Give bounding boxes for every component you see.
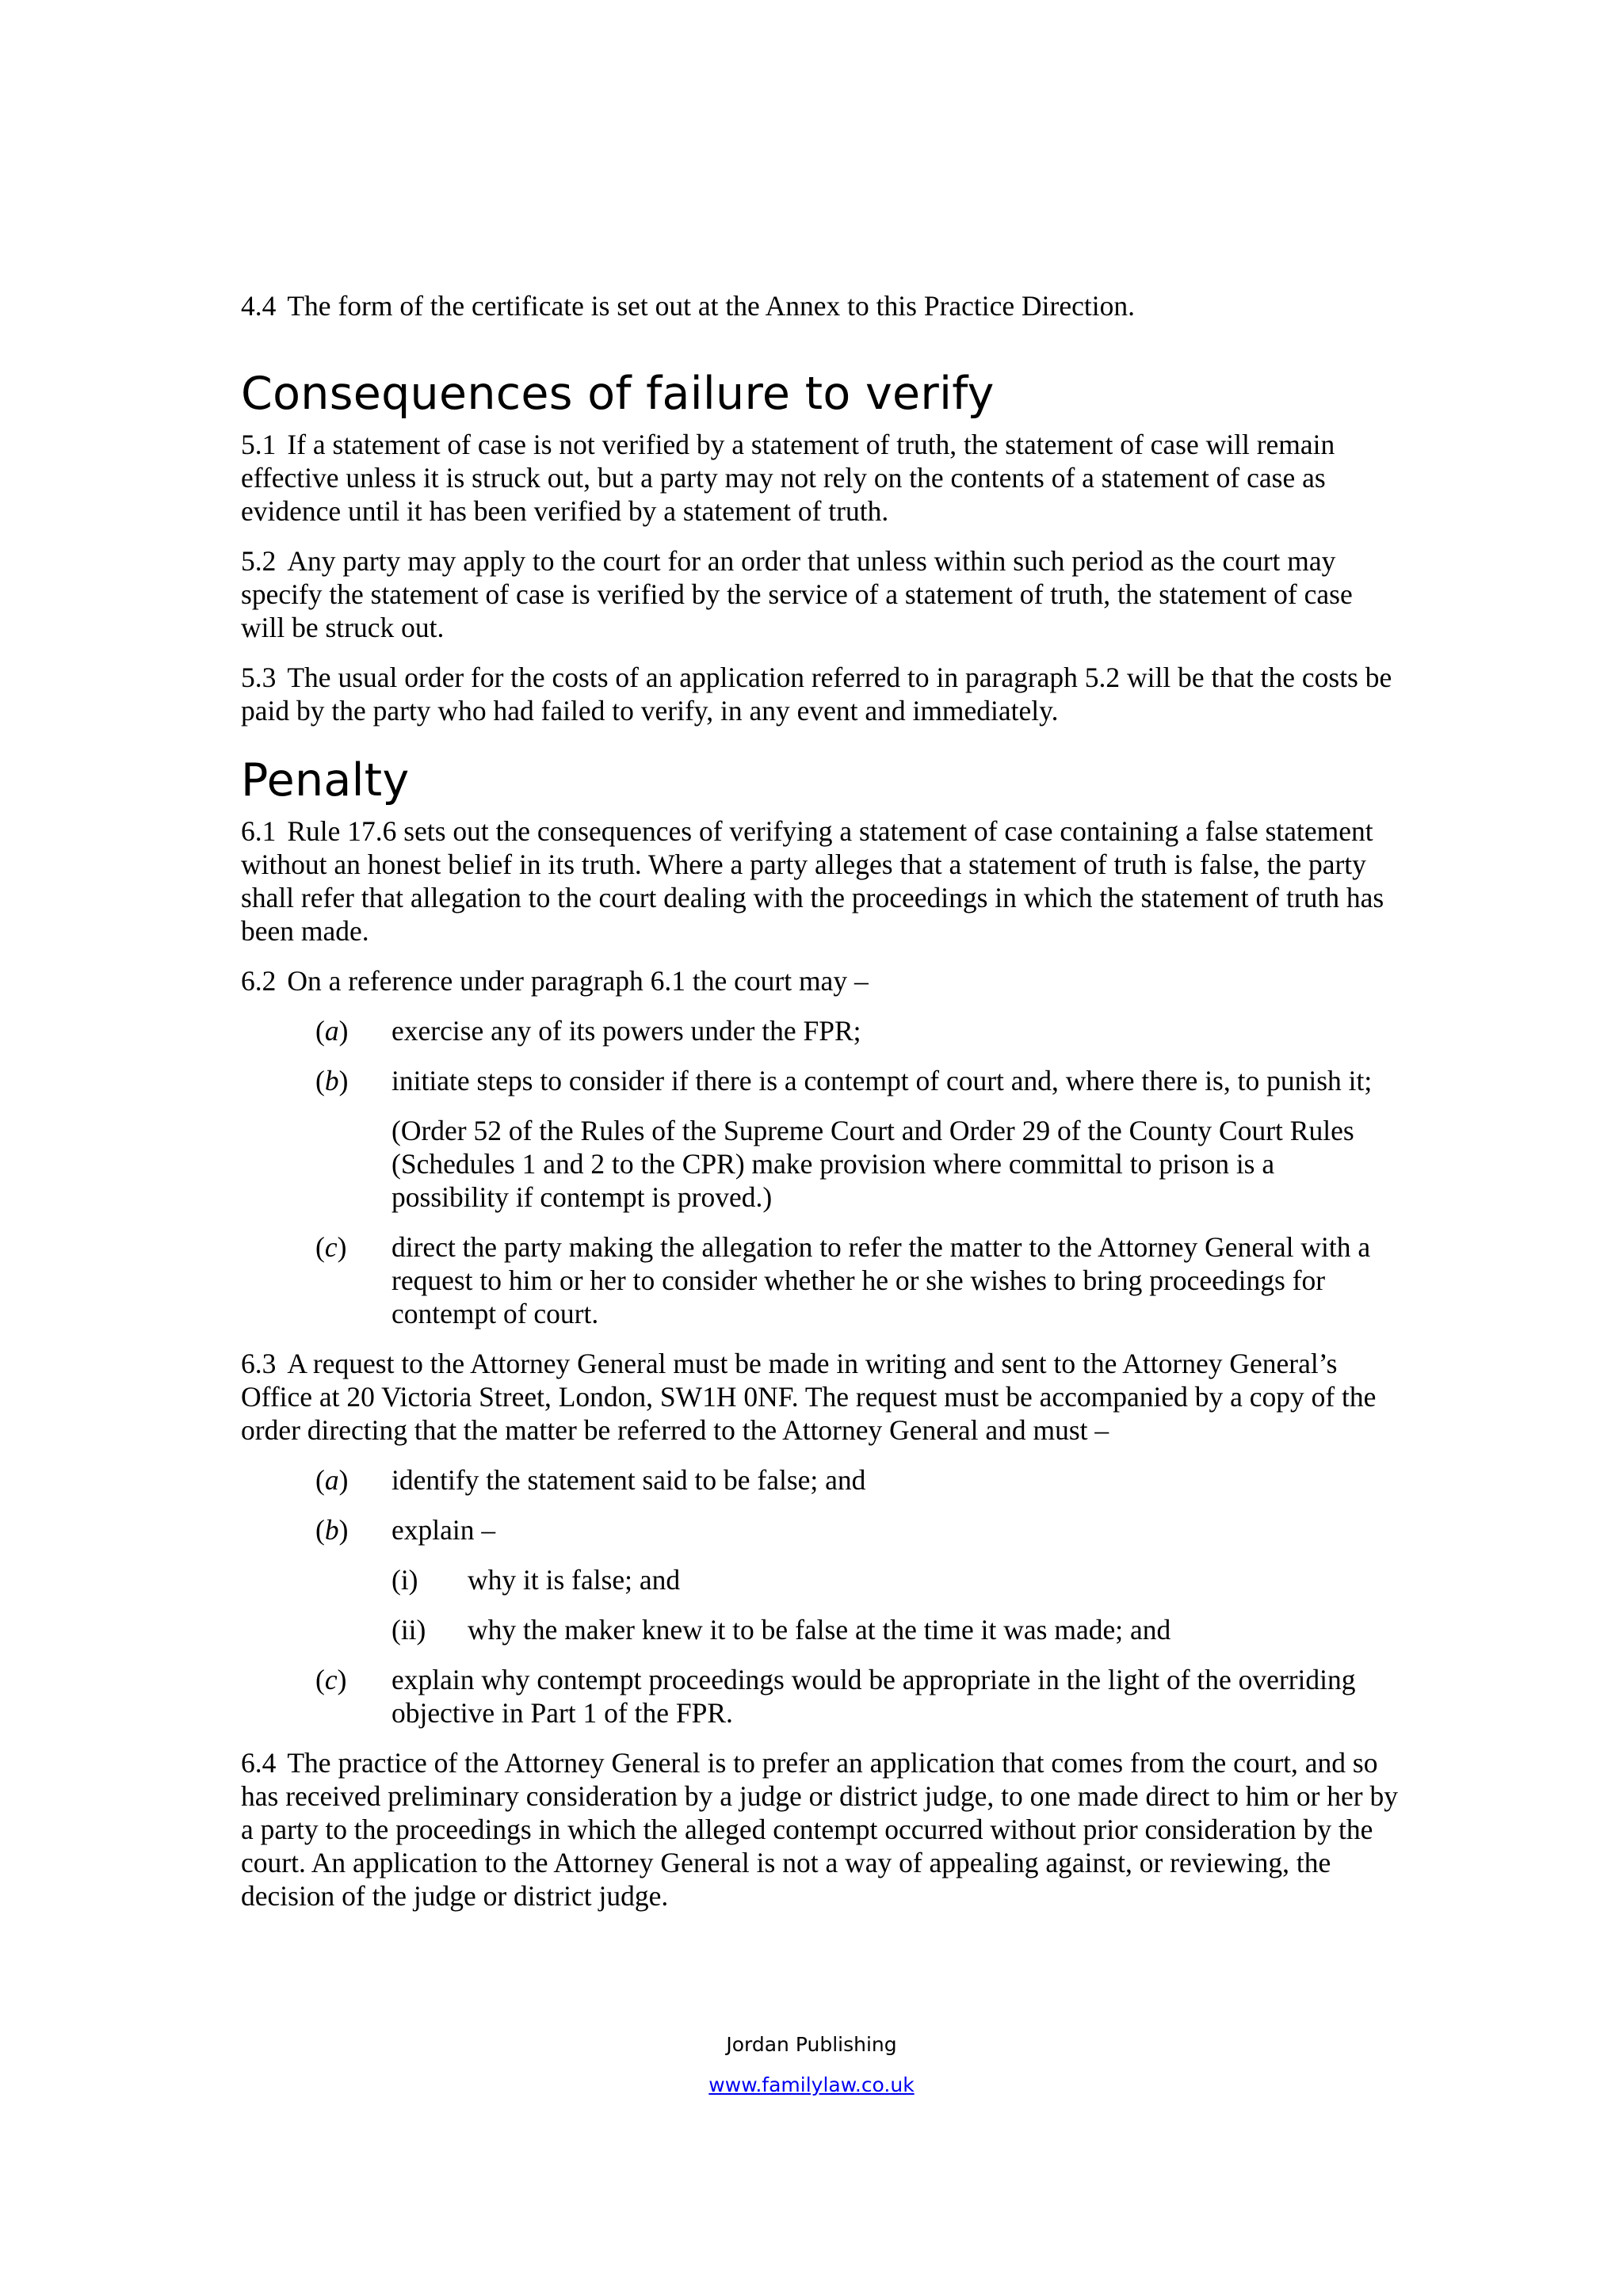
sub-list-item-ii	[391, 1613, 1398, 1646]
paragraph-number: 6.2	[241, 965, 277, 997]
editorial-note: (Order 52 of the Rules of the Supreme Court and Order 29 of the County Court Rules (Schedules 1 and 2 to the CPR) make provision where committal to prison is a possibility if contempt is proved.)	[391, 1115, 1354, 1213]
paragraph-5-2	[241, 544, 1398, 644]
paragraph-5-1	[241, 428, 1398, 528]
paragraph-text: If a statement of case is not verified by a statement of truth, the statement of case will remain effective unless it is struck out, but a party may not rely on the contents of a statement of case as evidence until it has been verified by a statement of truth.	[241, 429, 1335, 527]
paragraph-text: The usual order for the costs of an application referred to in paragraph 5.2 will be that the costs be paid by the party who had failed to verify, in any event and immediately.	[241, 662, 1392, 727]
paragraph-6-2	[241, 964, 1398, 997]
sub-list-item-i	[391, 1563, 1398, 1596]
sub-list-item-text: why the maker knew it to be false at the time it was made; and	[468, 1614, 1171, 1646]
paragraph-6-1	[241, 814, 1398, 948]
paragraph-number: 6.4	[241, 1747, 277, 1779]
paragraph-number: 4.4	[241, 290, 277, 322]
list-item-6-3-b	[315, 1513, 1398, 1547]
list-item-text: initiate steps to consider if there is a contempt of court and, where there is, to punish it;	[391, 1065, 1373, 1097]
list-item-label: (a)	[315, 1015, 349, 1047]
paragraph-text: On a reference under paragraph 6.1 the court may –	[287, 965, 869, 997]
list-item-6-2-b	[315, 1064, 1398, 1097]
list-item-text: explain why contempt proceedings would be appropriate in the light of the overriding objective in Part 1 of the FPR.	[391, 1664, 1356, 1729]
list-item-label: (c)	[315, 1231, 347, 1263]
paragraph-text: The form of the certificate is set out at the Annex to this Practice Direction.	[287, 290, 1135, 322]
footer-website-link[interactable]: www.familylaw.co.uk	[708, 2073, 915, 2096]
section-heading-consequences: Consequences of failure to verify	[241, 368, 995, 420]
list-item-label: (b)	[315, 1514, 349, 1546]
paragraph-text: The practice of the Attorney General is to prefer an application that comes from the court, and so has received preliminary consideration by a judge or district judge, to one made direct to him or her by a party to the proceedings in which the alleged contempt occurred without prior consideration by the court. An application to the Attorney General is not a way of appealing against, or reviewing, the decision of the judge or district judge.	[241, 1747, 1398, 1912]
paragraph-6-3	[241, 1347, 1398, 1447]
paragraph-text: Any party may apply to the court for an order that unless within such period as the court may specify the statement of case is verified by the service of a statement of truth, the statement of case will be struck out.	[241, 545, 1353, 643]
list-item-text: explain –	[391, 1514, 496, 1546]
list-item-text: identify the statement said to be false; and	[391, 1464, 866, 1496]
list-item-text: exercise any of its powers under the FPR;	[391, 1015, 861, 1047]
paragraph-number: 5.3	[241, 662, 277, 693]
paragraph-text: A request to the Attorney General must be made in writing and sent to the Attorney General’s Office at 20 Victoria Street, London, SW1H 0NF. The request must be accompanied by a copy of the order directing that the matter be referred to the Attorney General and must –	[241, 1348, 1377, 1446]
list-item-6-3-c	[315, 1663, 1398, 1730]
paragraph-6-4	[241, 1746, 1398, 1913]
paragraph-number: 5.1	[241, 429, 277, 460]
list-item-label: (b)	[315, 1065, 349, 1097]
document-body	[241, 289, 1398, 1929]
list-item-label: (a)	[315, 1464, 349, 1496]
paragraph-number: 6.3	[241, 1348, 277, 1379]
section-heading-penalty: Penalty	[241, 754, 410, 807]
sub-list-item-text: why it is false; and	[468, 1564, 681, 1596]
paragraph-4-4	[241, 289, 1398, 322]
footer-link-container	[0, 2073, 1623, 2096]
list-item-6-3-a	[315, 1463, 1398, 1497]
list-item-6-2-a	[315, 1014, 1398, 1047]
paragraph-5-3	[241, 661, 1398, 727]
list-item-6-2-c	[315, 1230, 1398, 1330]
paragraph-number: 5.2	[241, 545, 277, 577]
list-item-text: direct the party making the allegation to refer the matter to the Attorney General with a request to him or her to consider whether he or she wishes to bring proceedings for contempt of court.	[391, 1231, 1371, 1329]
paragraph-number: 6.1	[241, 815, 277, 847]
list-item-label: (c)	[315, 1664, 347, 1695]
sub-list-item-label: (i)	[391, 1564, 418, 1596]
sub-list-item-label: (ii)	[391, 1614, 426, 1646]
paragraph-text: Rule 17.6 sets out the consequences of verifying a statement of case containing a false statement without an honest belief in its truth. Where a party alleges that a statement of truth is false, the party shall refer that allegation to the court dealing with the proceedings in which the statement of truth has been made.	[241, 815, 1384, 947]
footer-publisher: Jordan Publishing	[726, 2033, 897, 2056]
